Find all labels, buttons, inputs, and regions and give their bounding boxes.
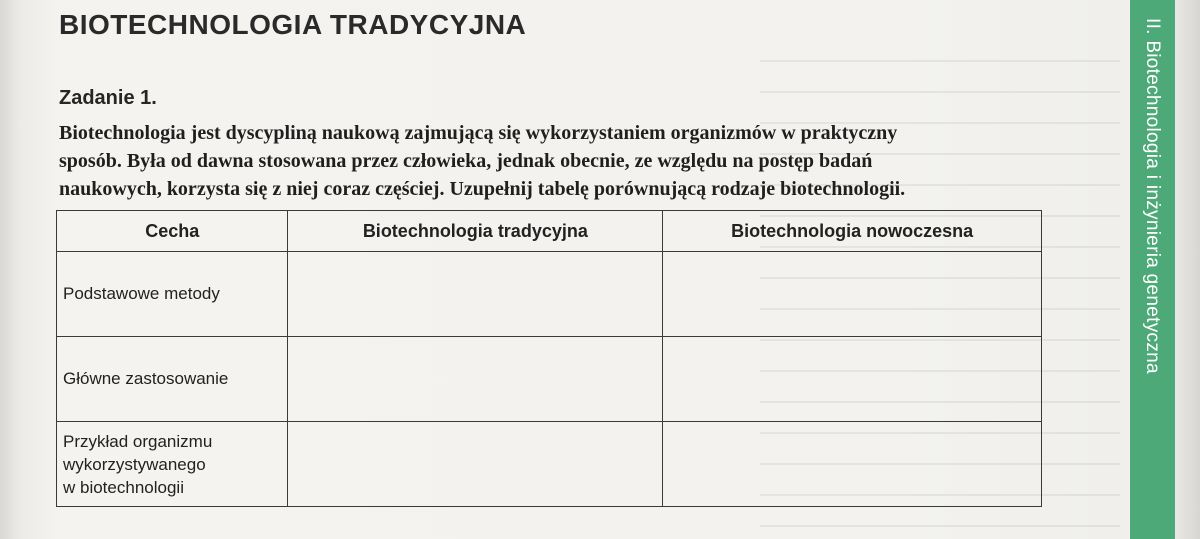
- row-label: [57, 422, 288, 507]
- answer-cell-modern[interactable]: [663, 252, 1042, 337]
- row-label: [57, 337, 288, 422]
- row-label: [57, 252, 288, 337]
- answer-cell-modern[interactable]: [663, 337, 1042, 422]
- task-heading: Zadanie 1.: [59, 87, 157, 109]
- instruction-line: naukowych, korzysta się z niej coraz częściej. Uzupełnij tabelę porównującą rodzaje biotechnologii.: [59, 178, 906, 200]
- task-instructions: [59, 119, 1059, 203]
- page-edge: [1175, 0, 1200, 539]
- column-header-traditional: Biotechnologia tradycyjna: [288, 211, 663, 252]
- table-row: [57, 337, 1042, 422]
- row-label-text: w biotechnologii: [63, 477, 184, 497]
- row-label-text: Główne zastosowanie: [63, 369, 229, 388]
- answer-cell-traditional[interactable]: [288, 422, 663, 507]
- instruction-line: sposób. Była od dawna stosowana przez człowieka, jednak obecnie, ze względu na postęp badań: [59, 150, 873, 172]
- answer-cell-traditional[interactable]: [288, 337, 663, 422]
- answer-cell-traditional[interactable]: [288, 252, 663, 337]
- chapter-sidebar-label: II. Biotechnologia i inżynieria genetyczna: [1142, 18, 1163, 374]
- table-row: [57, 252, 1042, 337]
- column-header-modern: Biotechnologia nowoczesna: [663, 211, 1042, 252]
- row-label-text: Podstawowe metody: [63, 284, 220, 303]
- column-header-feature: Cecha: [57, 211, 288, 252]
- instruction-line: Biotechnologia jest dyscypliną naukową zajmującą się wykorzystaniem organizmów w praktyczny: [59, 122, 898, 144]
- table-header-row: [57, 211, 1042, 252]
- answer-cell-modern[interactable]: [663, 422, 1042, 507]
- page-title: BIOTECHNOLOGIA TRADYCYJNA: [59, 9, 527, 40]
- table-row: [57, 422, 1042, 507]
- comparison-table: [56, 210, 1042, 507]
- row-label-text: Przykład organizmu: [63, 431, 213, 451]
- row-label-text: wykorzystywanego: [63, 454, 206, 474]
